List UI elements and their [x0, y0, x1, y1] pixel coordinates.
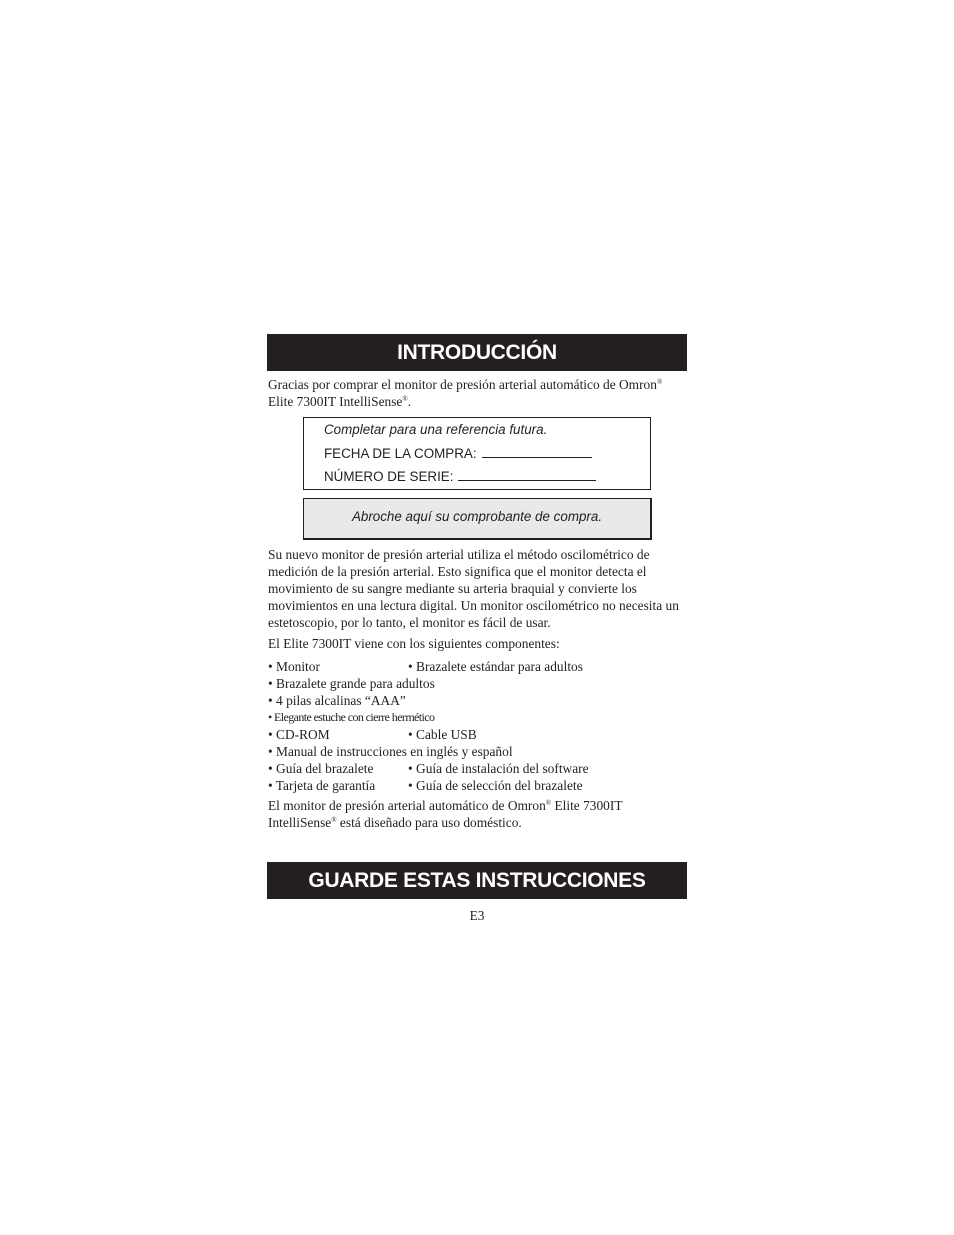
serial-number-row — [324, 468, 596, 484]
purchase-date-label: FECHA DE LA COMPRA: — [324, 446, 477, 461]
home-use-text: El monitor de presión arterial automático de Omron — [268, 798, 546, 813]
list-item — [268, 726, 688, 743]
home-use-text: está diseñado para uso doméstico. — [336, 815, 522, 830]
list-item-text: • Tarjeta de garantía — [268, 778, 376, 793]
save-instructions-heading: GUARDE ESTAS INSTRUCCIONES — [308, 869, 646, 892]
list-item — [268, 777, 688, 794]
list-item-text: • Brazalete grande para adultos — [268, 676, 435, 691]
thanks-end: . — [407, 394, 412, 409]
thanks-paragraph — [268, 376, 688, 410]
components-intro: El Elite 7300IT viene con los siguientes componentes: — [268, 636, 560, 651]
page-number: E3 — [469, 908, 485, 923]
save-instructions-bar — [267, 862, 687, 899]
purchase-date-blank[interactable] — [482, 445, 592, 458]
reference-box — [303, 417, 651, 490]
list-item — [268, 675, 688, 692]
serial-number-label: NÚMERO DE SERIE: — [324, 469, 454, 484]
list-item — [268, 692, 688, 709]
home-use-paragraph — [268, 797, 688, 831]
receipt-box — [303, 498, 652, 540]
registered-mark: ® — [656, 378, 663, 386]
list-item — [268, 709, 688, 726]
registered-mark: ® — [331, 816, 337, 824]
intro-heading: INTRODUCCIÓN — [397, 341, 557, 364]
list-item-text: • Guía de selección del brazalete — [408, 778, 583, 793]
list-item-text: • Guía del brazalete — [268, 761, 374, 776]
purchase-date-row — [324, 445, 592, 461]
components-list — [268, 658, 688, 794]
list-item-text: • Elegante estuche con cierre hermético — [268, 710, 435, 724]
list-item — [268, 743, 688, 760]
list-item-text: • 4 pilas alcalinas “AAA” — [268, 693, 406, 708]
list-item-text: • Manual de instrucciones en inglés y español — [268, 744, 513, 759]
list-item-text: • Cable USB — [408, 727, 477, 742]
list-item — [268, 760, 688, 777]
home-use-text: Elite 7300IT IntelliSense — [268, 798, 623, 830]
intro-heading-bar — [267, 334, 687, 371]
serial-number-blank[interactable] — [458, 468, 596, 481]
reference-box-title: Completar para una referencia futura. — [324, 422, 548, 437]
registered-mark: ® — [402, 395, 408, 403]
thanks-product-name: Elite 7300IT IntelliSense — [268, 394, 403, 409]
thanks-text: Gracias por comprar el monitor de presión arterial automático de Omron — [268, 377, 657, 392]
list-item-text: • Guía de instalación del software — [408, 761, 589, 776]
list-item — [268, 658, 688, 675]
list-item-text: • Brazalete estándar para adultos — [408, 659, 583, 674]
registered-mark: ® — [545, 799, 552, 807]
receipt-box-text: Abroche aquí su comprobante de compra. — [351, 509, 603, 524]
list-item-text: • CD-ROM — [268, 727, 330, 742]
list-item-text: • Monitor — [268, 659, 320, 674]
description-paragraph: Su nuevo monitor de presión arterial utiliza el método oscilométrico de medición de la presión arterial. Esto significa que el monitor detecta el movimiento de su sangre mediante su arteria braquial y convierte los movimientos en una lectura digital. Un monitor oscilométrico no necesita un estetoscopio, por lo tanto, el monitor es fácil de usar. — [268, 547, 679, 630]
